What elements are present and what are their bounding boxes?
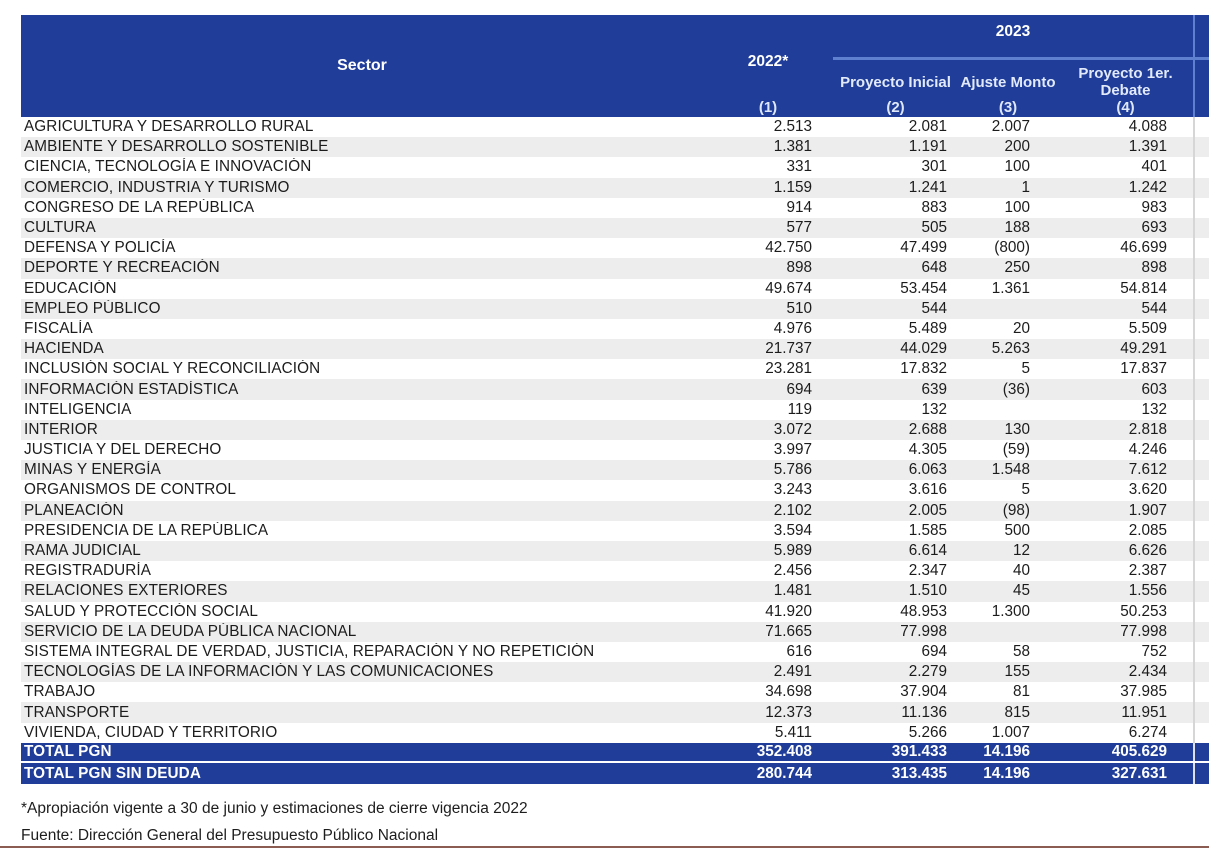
value-proyecto-1er-debate-cell: 752 xyxy=(1141,642,1167,660)
value-proyecto-inicial-cell: 3.616 xyxy=(908,481,947,499)
sector-cell: SALUD Y PROTECCIÓN SOCIAL xyxy=(24,602,258,620)
value-2022-cell: 331 xyxy=(786,158,812,176)
cutoff-cell xyxy=(1193,723,1209,743)
value-2022-cell: 510 xyxy=(786,299,812,317)
value-proyecto-1er-debate-cell: 693 xyxy=(1141,219,1167,237)
sector-cell: TRANSPORTE xyxy=(24,703,130,721)
cutoff-cell xyxy=(1193,178,1209,198)
value-proyecto-1er-debate-cell: 6.274 xyxy=(1128,723,1167,741)
cutoff-cell xyxy=(1193,420,1209,440)
page-bottom-rule xyxy=(0,846,1209,848)
value-2022-cell: 5.786 xyxy=(773,461,812,479)
table-row xyxy=(21,279,1209,299)
total-proyecto-1er-debate-cell: 327.631 xyxy=(1111,764,1167,782)
table-header xyxy=(21,15,1209,117)
value-proyecto-inicial-cell: 1.241 xyxy=(908,178,947,196)
value-ajuste-monto-cell: 1.300 xyxy=(991,602,1030,620)
value-proyecto-1er-debate-cell: 544 xyxy=(1141,299,1167,317)
value-ajuste-monto-cell: 500 xyxy=(1004,521,1030,539)
sector-cell: DEFENSA Y POLICÍA xyxy=(24,239,176,257)
table-row xyxy=(21,662,1209,682)
cutoff-cell xyxy=(1193,319,1209,339)
col-header-2022 xyxy=(703,15,833,117)
value-proyecto-1er-debate-cell: 46.699 xyxy=(1120,239,1167,257)
value-proyecto-1er-debate-cell: 2.085 xyxy=(1128,521,1167,539)
value-proyecto-inicial-cell: 5.266 xyxy=(908,723,947,741)
col-header-2022-label: 2022* xyxy=(747,53,789,70)
value-proyecto-1er-debate-cell: 401 xyxy=(1141,158,1167,176)
value-proyecto-inicial-cell: 694 xyxy=(921,642,947,660)
value-ajuste-monto-cell: 1.007 xyxy=(991,723,1030,741)
table-row xyxy=(21,359,1209,379)
table-row xyxy=(21,238,1209,258)
sector-cell: DEPORTE Y RECREACIÓN xyxy=(24,259,220,277)
cutoff-cell xyxy=(1193,702,1209,722)
value-2022-cell: 3.594 xyxy=(773,521,812,539)
value-2022-cell: 41.920 xyxy=(765,602,812,620)
value-proyecto-1er-debate-cell: 1.391 xyxy=(1128,138,1167,156)
value-proyecto-1er-debate-cell: 7.612 xyxy=(1128,461,1167,479)
col-header-2022-number: (1) xyxy=(758,99,778,116)
table-row xyxy=(21,642,1209,662)
value-proyecto-1er-debate-cell: 50.253 xyxy=(1120,602,1167,620)
cutoff-cell xyxy=(1193,561,1209,581)
total-ajuste-monto-cell: 14.196 xyxy=(983,764,1030,782)
value-proyecto-1er-debate-cell: 1.556 xyxy=(1128,582,1167,600)
table-row xyxy=(21,258,1209,278)
cutoff-cell xyxy=(1193,541,1209,561)
sector-cell: PRESIDENCIA DE LA REPÚBLICA xyxy=(24,521,269,539)
cutoff-cell xyxy=(1193,743,1209,762)
total-proyecto-1er-debate-cell: 405.629 xyxy=(1111,743,1167,761)
col-group-2023-columns xyxy=(833,63,1193,117)
total-proyecto-inicial-cell: 391.433 xyxy=(891,743,947,761)
value-proyecto-1er-debate-cell: 2.434 xyxy=(1128,663,1167,681)
value-2022-cell: 71.665 xyxy=(765,622,812,640)
table-row xyxy=(21,178,1209,198)
value-2022-cell: 2.102 xyxy=(773,501,812,519)
value-proyecto-1er-debate-cell: 4.246 xyxy=(1128,441,1167,459)
value-2022-cell: 3.243 xyxy=(773,481,812,499)
value-ajuste-monto-cell: 5 xyxy=(1021,481,1030,499)
value-ajuste-monto-cell: 58 xyxy=(1012,642,1030,660)
sector-cell: VIVIENDA, CIUDAD Y TERRITORIO xyxy=(24,723,278,741)
sector-cell: INFORMACIÓN ESTADÍSTICA xyxy=(24,380,239,398)
table-body xyxy=(21,117,1209,743)
footnote: *Apropiación vigente a 30 de junio y estimaciones de cierre vigencia 2022 xyxy=(21,800,528,817)
value-proyecto-inicial-cell: 47.499 xyxy=(900,239,947,257)
table-row xyxy=(21,602,1209,622)
sector-cell: CULTURA xyxy=(24,219,96,237)
value-ajuste-monto-cell: 5.263 xyxy=(991,340,1030,358)
sector-cell: REGISTRADURÍA xyxy=(24,562,152,580)
table-row xyxy=(21,198,1209,218)
value-2022-cell: 4.976 xyxy=(773,319,812,337)
value-ajuste-monto-cell: 45 xyxy=(1012,582,1030,600)
value-proyecto-inicial-cell: 6.614 xyxy=(908,542,947,560)
value-ajuste-monto-cell: 188 xyxy=(1004,219,1030,237)
value-ajuste-monto-cell: 81 xyxy=(1012,683,1030,701)
cutoff-cell xyxy=(1193,662,1209,682)
value-ajuste-monto-cell: 20 xyxy=(1012,319,1030,337)
sector-cell: PLANEACIÓN xyxy=(24,501,124,519)
value-proyecto-inicial-cell: 2.688 xyxy=(908,420,947,438)
sector-cell: COMERCIO, INDUSTRIA Y TURISMO xyxy=(24,178,290,196)
value-ajuste-monto-cell: 1 xyxy=(1021,178,1030,196)
sector-cell: CONGRESO DE LA REPÚBLICA xyxy=(24,198,255,216)
value-proyecto-inicial-cell: 37.904 xyxy=(900,683,947,701)
cutoff-cell xyxy=(1193,521,1209,541)
value-2022-cell: 2.491 xyxy=(773,663,812,681)
value-ajuste-monto-cell: 1.548 xyxy=(991,461,1030,479)
cutoff-cell xyxy=(1193,501,1209,521)
table-row xyxy=(21,379,1209,399)
value-proyecto-inicial-cell: 6.063 xyxy=(908,461,947,479)
col-header-proyecto-inicial xyxy=(833,63,958,117)
sector-cell: FISCALÍA xyxy=(24,319,93,337)
cutoff-cell xyxy=(1193,642,1209,662)
value-proyecto-1er-debate-cell: 2.818 xyxy=(1128,420,1167,438)
col-group-2023 xyxy=(833,15,1193,117)
sector-cell: EMPLEO PÚBLICO xyxy=(24,299,161,317)
value-proyecto-inicial-cell: 17.832 xyxy=(900,360,947,378)
cutoff-cell xyxy=(1193,682,1209,702)
value-proyecto-1er-debate-cell: 6.626 xyxy=(1128,542,1167,560)
value-proyecto-1er-debate-cell: 132 xyxy=(1141,400,1167,418)
table-row xyxy=(21,581,1209,601)
value-proyecto-1er-debate-cell: 3.620 xyxy=(1128,481,1167,499)
cutoff-cell xyxy=(1193,117,1209,137)
value-ajuste-monto-cell: 12 xyxy=(1012,542,1030,560)
value-proyecto-inicial-cell: 2.347 xyxy=(908,562,947,580)
table-row xyxy=(21,561,1209,581)
budget-table xyxy=(21,15,1209,784)
value-2022-cell: 616 xyxy=(786,642,812,660)
cutoff-cell xyxy=(1193,480,1209,500)
sector-cell: INTERIOR xyxy=(24,420,98,438)
value-proyecto-1er-debate-cell: 54.814 xyxy=(1120,279,1167,297)
value-2022-cell: 1.381 xyxy=(773,138,812,156)
table-row xyxy=(21,440,1209,460)
group-2023-underline xyxy=(833,57,1209,60)
table-row xyxy=(21,157,1209,177)
value-proyecto-1er-debate-cell: 5.509 xyxy=(1128,319,1167,337)
value-2022-cell: 49.674 xyxy=(765,279,812,297)
col-group-2023-label: 2023 xyxy=(995,23,1031,40)
cutoff-cell xyxy=(1193,440,1209,460)
table-row xyxy=(21,339,1209,359)
value-proyecto-inicial-cell: 2.005 xyxy=(908,501,947,519)
col-header-partial-cutoff xyxy=(1193,15,1209,117)
value-2022-cell: 42.750 xyxy=(765,239,812,257)
table-row xyxy=(21,622,1209,642)
value-ajuste-monto-cell: 130 xyxy=(1004,420,1030,438)
sector-cell: HACIENDA xyxy=(24,340,104,358)
value-ajuste-monto-cell: 40 xyxy=(1012,562,1030,580)
cutoff-cell xyxy=(1193,460,1209,480)
sector-cell: TECNOLOGÍAS DE LA INFORMACIÓN Y LAS COMUNICACIONES xyxy=(24,663,494,681)
value-proyecto-inicial-cell: 505 xyxy=(921,219,947,237)
value-2022-cell: 694 xyxy=(786,380,812,398)
value-ajuste-monto-cell: (36) xyxy=(1002,380,1030,398)
col-header-ajuste-monto xyxy=(958,63,1058,117)
cutoff-cell xyxy=(1193,763,1209,784)
value-proyecto-1er-debate-cell: 77.998 xyxy=(1120,622,1167,640)
col-header-proyecto-inicial-label: Proyecto Inicial xyxy=(840,73,951,91)
value-ajuste-monto-cell: (59) xyxy=(1002,441,1030,459)
cutoff-cell xyxy=(1193,279,1209,299)
cutoff-cell xyxy=(1193,581,1209,601)
cutoff-cell xyxy=(1193,238,1209,258)
table-row xyxy=(21,218,1209,238)
col-header-proyecto-1er-debate xyxy=(1058,63,1193,117)
value-ajuste-monto-cell: 100 xyxy=(1004,158,1030,176)
value-proyecto-1er-debate-cell: 983 xyxy=(1141,198,1167,216)
total-ajuste-monto-cell: 14.196 xyxy=(983,743,1030,761)
value-proyecto-inicial-cell: 2.279 xyxy=(908,663,947,681)
sector-cell: INTELIGENCIA xyxy=(24,400,132,418)
value-ajuste-monto-cell: 2.007 xyxy=(991,118,1030,136)
table-row xyxy=(21,702,1209,722)
value-proyecto-inicial-cell: 48.953 xyxy=(900,602,947,620)
value-2022-cell: 577 xyxy=(786,219,812,237)
value-ajuste-monto-cell: 200 xyxy=(1004,138,1030,156)
value-proyecto-inicial-cell: 4.305 xyxy=(908,441,947,459)
value-proyecto-inicial-cell: 5.489 xyxy=(908,319,947,337)
value-2022-cell: 898 xyxy=(786,259,812,277)
value-ajuste-monto-cell: 250 xyxy=(1004,259,1030,277)
value-2022-cell: 21.737 xyxy=(765,340,812,358)
value-proyecto-1er-debate-cell: 1.242 xyxy=(1128,178,1167,196)
value-proyecto-inicial-cell: 1.585 xyxy=(908,521,947,539)
value-ajuste-monto-cell: (98) xyxy=(1002,501,1030,519)
sector-cell: RAMA JUDICIAL xyxy=(24,542,141,560)
value-proyecto-inicial-cell: 77.998 xyxy=(900,622,947,640)
source-line: Fuente: Dirección General del Presupuesto Público Nacional xyxy=(21,827,439,844)
value-ajuste-monto-cell: 815 xyxy=(1004,703,1030,721)
value-proyecto-1er-debate-cell: 37.985 xyxy=(1120,683,1167,701)
sector-cell: SERVICIO DE LA DEUDA PÚBLICA NACIONAL xyxy=(24,622,357,640)
col-header-proyecto-1er-debate-number: (4) xyxy=(1116,99,1135,116)
value-proyecto-1er-debate-cell: 1.907 xyxy=(1128,501,1167,519)
table-row xyxy=(21,420,1209,440)
table-row xyxy=(21,117,1209,137)
value-proyecto-inicial-cell: 883 xyxy=(921,198,947,216)
value-proyecto-inicial-cell: 1.191 xyxy=(908,138,947,156)
table-row xyxy=(21,541,1209,561)
cutoff-cell xyxy=(1193,400,1209,420)
value-proyecto-inicial-cell: 132 xyxy=(921,400,947,418)
value-proyecto-1er-debate-cell: 11.951 xyxy=(1121,703,1167,721)
value-2022-cell: 2.513 xyxy=(773,118,812,136)
col-header-proyecto-inicial-number: (2) xyxy=(886,99,905,116)
value-2022-cell: 3.997 xyxy=(773,441,812,459)
col-header-ajuste-monto-label: Ajuste Monto xyxy=(960,73,1056,91)
sector-cell: MINAS Y ENERGÍA xyxy=(24,461,161,479)
value-proyecto-inicial-cell: 639 xyxy=(921,380,947,398)
total-label-cell: TOTAL PGN xyxy=(24,743,112,761)
cutoff-cell xyxy=(1193,379,1209,399)
table-row xyxy=(21,137,1209,157)
value-2022-cell: 119 xyxy=(787,400,812,418)
total-row xyxy=(21,763,1209,784)
sector-cell: CIENCIA, TECNOLOGÍA E INNOVACIÓN xyxy=(24,158,312,176)
sector-cell: AMBIENTE Y DESARROLLO SOSTENIBLE xyxy=(24,138,329,156)
col-header-proyecto-1er-debate-label: Proyecto 1er. Debate xyxy=(1078,65,1173,99)
table-row xyxy=(21,319,1209,339)
sector-cell: SISTEMA INTEGRAL DE VERDAD, JUSTICIA, REPARACIÓN Y NO REPETICIÓN xyxy=(24,642,595,660)
value-proyecto-1er-debate-cell: 17.837 xyxy=(1120,360,1167,378)
table-row xyxy=(21,521,1209,541)
value-proyecto-inicial-cell: 1.510 xyxy=(908,582,947,600)
cutoff-cell xyxy=(1193,622,1209,642)
table-row xyxy=(21,723,1209,743)
table-row xyxy=(21,682,1209,702)
cutoff-cell xyxy=(1193,198,1209,218)
total-proyecto-inicial-cell: 313.435 xyxy=(891,764,947,782)
value-2022-cell: 5.989 xyxy=(773,542,812,560)
value-proyecto-inicial-cell: 544 xyxy=(921,299,947,317)
table-row xyxy=(21,460,1209,480)
value-2022-cell: 2.456 xyxy=(773,562,812,580)
value-proyecto-1er-debate-cell: 4.088 xyxy=(1128,118,1167,136)
cutoff-cell xyxy=(1193,299,1209,319)
sector-cell: EDUCACIÓN xyxy=(24,279,117,297)
col-header-ajuste-monto-number: (3) xyxy=(998,99,1018,116)
value-2022-cell: 5.411 xyxy=(774,723,812,741)
sector-cell: AGRICULTURA Y DESARROLLO RURAL xyxy=(24,118,314,136)
cutoff-cell xyxy=(1193,137,1209,157)
value-proyecto-inicial-cell: 11.136 xyxy=(901,703,947,721)
cutoff-cell xyxy=(1193,157,1209,177)
table-totals xyxy=(21,743,1209,784)
value-ajuste-monto-cell: 155 xyxy=(1004,663,1030,681)
value-proyecto-1er-debate-cell: 49.291 xyxy=(1120,340,1167,358)
value-2022-cell: 23.281 xyxy=(765,360,812,378)
value-2022-cell: 1.159 xyxy=(773,178,812,196)
value-ajuste-monto-cell: (800) xyxy=(994,239,1030,257)
value-proyecto-inicial-cell: 301 xyxy=(921,158,947,176)
sector-cell: JUSTICIA Y DEL DERECHO xyxy=(24,441,222,459)
value-proyecto-inicial-cell: 53.454 xyxy=(900,279,947,297)
table-row xyxy=(21,480,1209,500)
table-row xyxy=(21,299,1209,319)
value-ajuste-monto-cell: 100 xyxy=(1004,198,1030,216)
value-ajuste-monto-cell: 1.361 xyxy=(991,279,1030,297)
total-2022-cell: 280.744 xyxy=(756,764,812,782)
sector-cell: RELACIONES EXTERIORES xyxy=(24,582,228,600)
sector-cell: ORGANISMOS DE CONTROL xyxy=(24,481,237,499)
value-proyecto-1er-debate-cell: 898 xyxy=(1141,259,1167,277)
cutoff-cell xyxy=(1193,218,1209,238)
sector-cell: TRABAJO xyxy=(24,683,96,701)
value-proyecto-1er-debate-cell: 603 xyxy=(1141,380,1167,398)
table-row xyxy=(21,400,1209,420)
col-header-sector: Sector xyxy=(337,57,387,74)
sector-cell: INCLUSIÓN SOCIAL Y RECONCILIACIÓN xyxy=(24,360,321,378)
total-label-cell: TOTAL PGN SIN DEUDA xyxy=(24,764,201,782)
value-proyecto-1er-debate-cell: 2.387 xyxy=(1128,562,1167,580)
value-2022-cell: 34.698 xyxy=(765,683,812,701)
cutoff-cell xyxy=(1193,339,1209,359)
cutoff-cell xyxy=(1193,602,1209,622)
value-proyecto-inicial-cell: 44.029 xyxy=(900,340,947,358)
value-proyecto-inicial-cell: 2.081 xyxy=(908,118,947,136)
value-2022-cell: 914 xyxy=(786,198,812,216)
total-row xyxy=(21,743,1209,764)
value-proyecto-inicial-cell: 648 xyxy=(921,259,947,277)
cutoff-cell xyxy=(1193,359,1209,379)
value-2022-cell: 12.373 xyxy=(765,703,812,721)
value-ajuste-monto-cell: 5 xyxy=(1021,360,1030,378)
value-2022-cell: 1.481 xyxy=(773,582,812,600)
table-row xyxy=(21,501,1209,521)
value-2022-cell: 3.072 xyxy=(773,420,812,438)
cutoff-cell xyxy=(1193,258,1209,278)
total-2022-cell: 352.408 xyxy=(756,743,812,761)
